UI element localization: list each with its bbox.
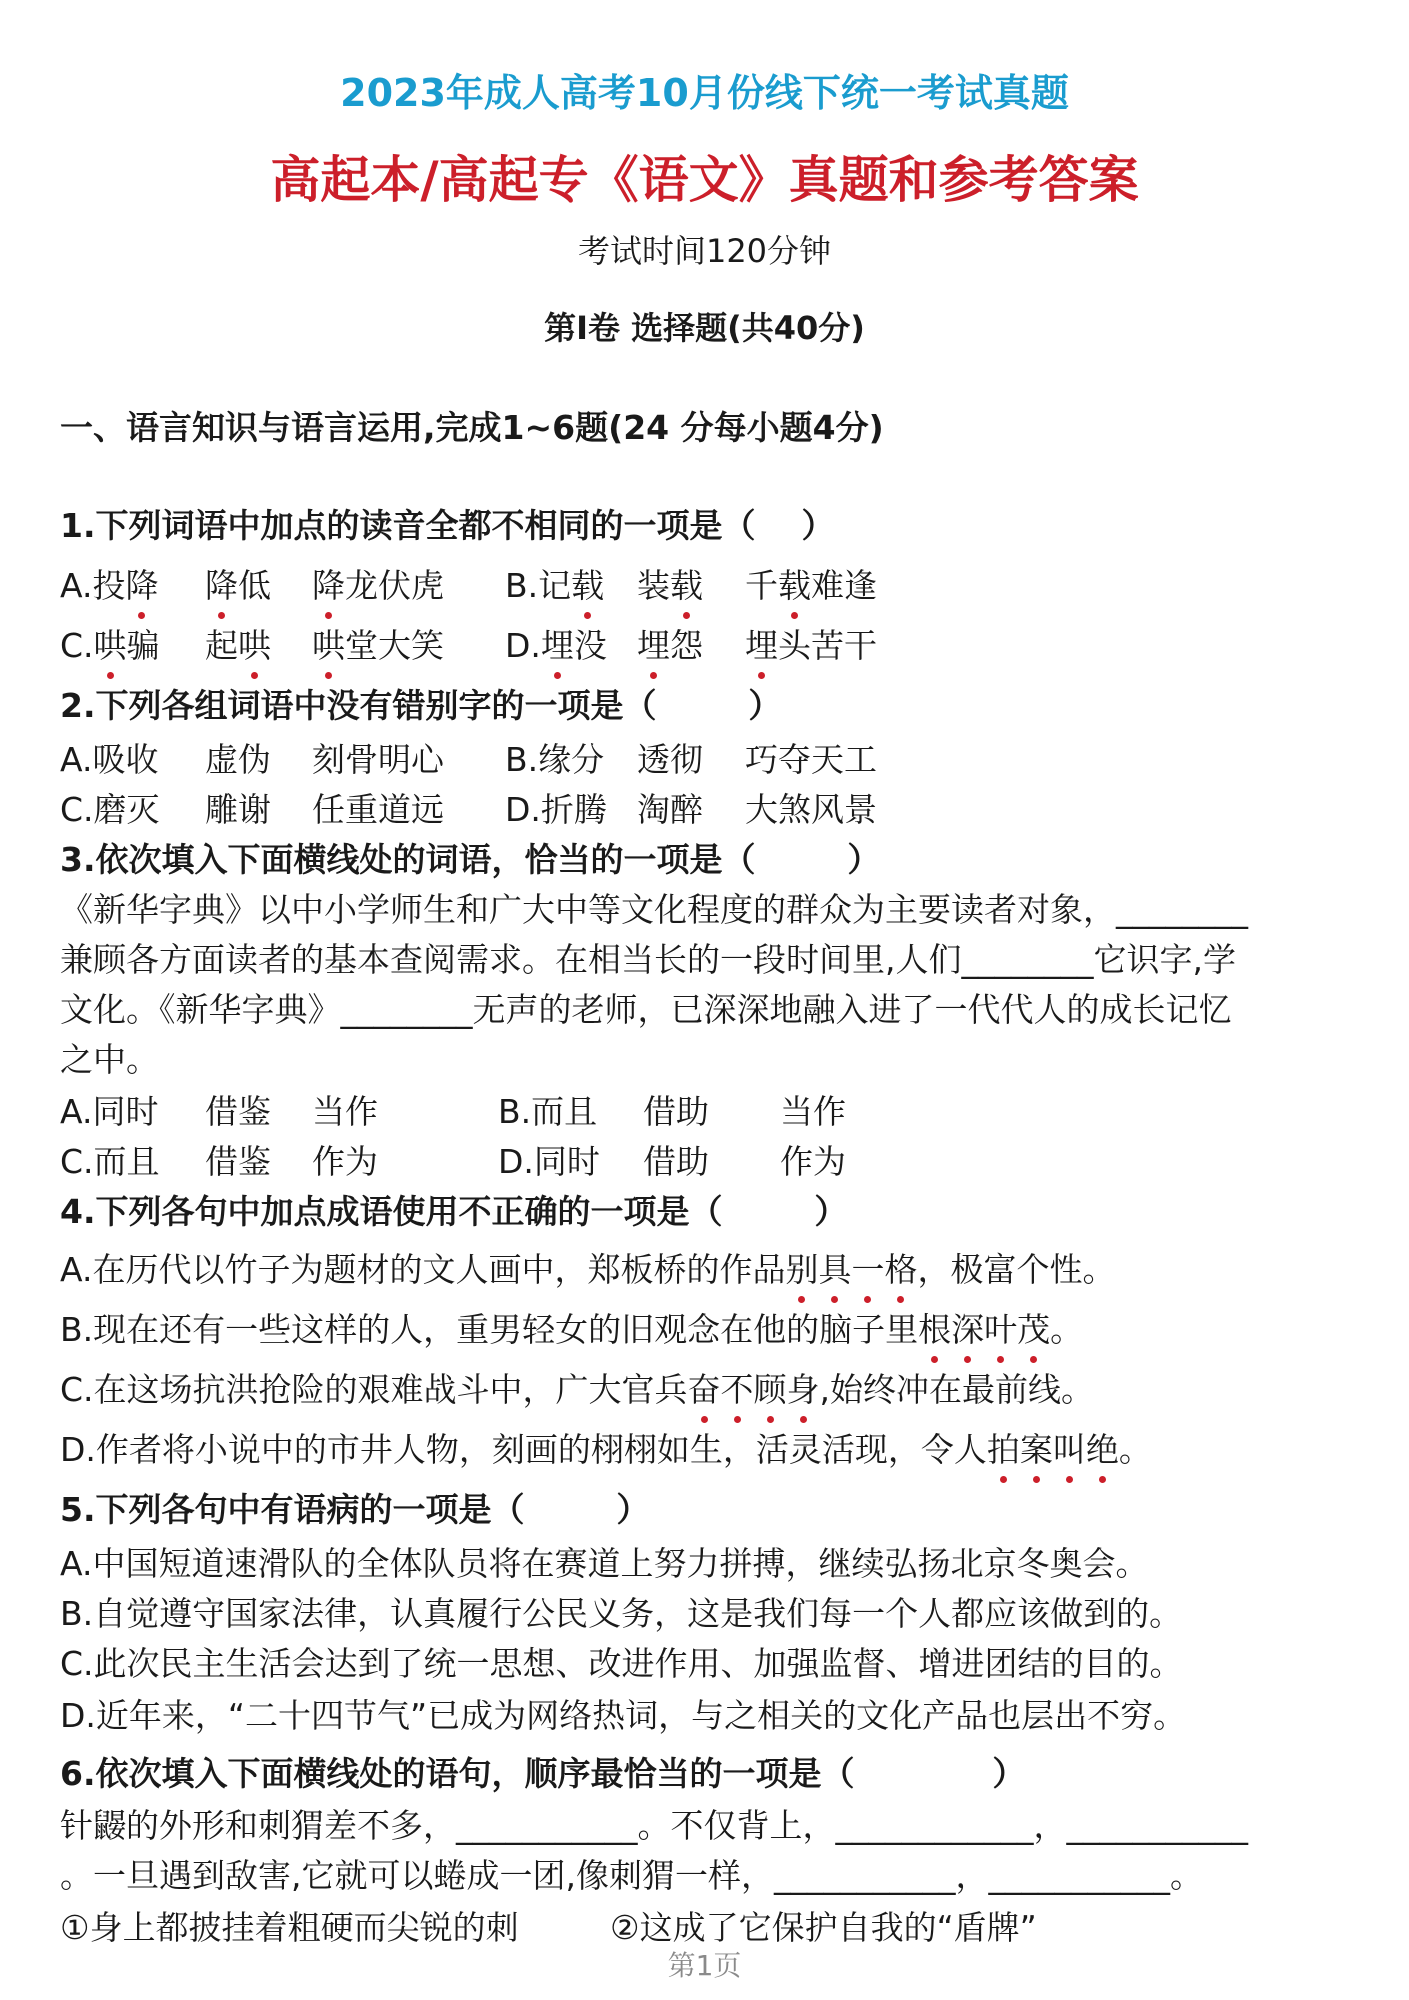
q2-c-3: 任重道远: [312, 790, 444, 829]
q1-c-word1: C.哄骗: [60, 620, 160, 667]
q1-b-word1: B.记载: [505, 560, 604, 607]
q3-passage-line1: 《新华字典》以中小学师生和广大中等文化程度的群众为主要读者对象，________: [60, 890, 1248, 929]
q1-b-word3: 千载难逢: [745, 560, 877, 607]
emphasis-char: 叫: [1053, 1424, 1086, 1471]
q3-passage-line2: 兼顾各方面读者的基本查阅需求。在相当长的一段时间里,人们________它识字,学: [60, 940, 1236, 979]
q2-b-3: 巧夺天工: [745, 740, 877, 779]
exam-title: 2023年成人高考10月份线下统一考试真题: [340, 71, 1069, 115]
q3-a-3: 当作: [312, 1092, 378, 1131]
q3-c-1: C.而且: [60, 1142, 160, 1181]
q1-c-word3: 哄堂大笑: [312, 620, 444, 667]
q3-b-1: B.而且: [498, 1092, 598, 1131]
q1-d-word2: 埋怨: [637, 620, 703, 667]
q3-b-3: 当作: [780, 1092, 846, 1131]
q2-b-1: B.缘分: [505, 740, 605, 779]
emphasis-char: 案: [1020, 1424, 1053, 1471]
q3-a-1: A.同时: [60, 1092, 159, 1131]
q2-c-2: 雕谢: [205, 790, 271, 829]
q3-c-2: 借鉴: [205, 1142, 271, 1181]
q2-a-2: 虚伪: [205, 740, 271, 779]
q4-stem: 4.下列各句中加点成语使用不正确的一项是（ ）: [60, 1192, 848, 1231]
emphasis-char: 绝: [1086, 1424, 1119, 1471]
q5-option-c: C.此次民主生活会达到了统一思想、改进作用、加强监督、增进团结的目的。: [60, 1644, 1183, 1683]
q5-stem: 5.下列各句中有语病的一项是（ ）: [60, 1490, 650, 1529]
exam-subtitle: 高起本/高起专《语文》真题和参考答案: [270, 151, 1139, 209]
emphasis-char: 拍: [987, 1424, 1020, 1471]
q6-option-2: ②这成了它保护自我的“盾牌”: [610, 1908, 1037, 1947]
q1-a-word2: 降低: [205, 560, 271, 607]
q1-stem: 1.下列词语中加点的读音全都不相同的一项是（ ）: [60, 506, 835, 545]
section-heading: 一、语言知识与语言运用,完成1~6题(24 分每小题4分): [60, 408, 884, 447]
q2-b-2: 透彻: [637, 740, 703, 779]
q1-a-word3: 降龙伏虎: [312, 560, 444, 607]
emphasis-char: 深: [951, 1304, 984, 1351]
q4-option-d: D.作者将小说中的市井人物，刻画的栩栩如生，活灵活现，令人拍案叫绝。: [60, 1424, 1152, 1471]
q3-c-3: 作为: [312, 1142, 378, 1181]
page-number: 第1页: [667, 1949, 742, 1982]
q1-d-word1: D.埋没: [505, 620, 607, 667]
q4-option-c: C.在这场抗洪抢险的艰难战斗中，广大官兵奋不顾身,始终冲在最前线。: [60, 1364, 1094, 1411]
emphasis-char: 根: [918, 1304, 951, 1351]
q3-passage-line3: 文化。《新华字典》________无声的老师，已深深地融入进了一代代人的成长记忆: [60, 990, 1232, 1029]
q5-option-d: D.近年来，“二十四节气”已成为网络热词，与之相关的文化产品也层出不穷。: [60, 1696, 1187, 1735]
emphasis-char: 一: [851, 1244, 884, 1291]
q5-option-a: A.中国短道速滑队的全体队员将在赛道上努力拼搏，继续弘扬北京冬奥会。: [60, 1544, 1149, 1583]
q2-a-3: 刻骨明心: [312, 740, 444, 779]
q2-d-2: 淘醉: [637, 790, 703, 829]
q1-c-word2: 起哄: [205, 620, 271, 667]
q3-d-2: 借助: [643, 1142, 709, 1181]
q4-option-a: A.在历代以竹子为题材的文人画中，郑板桥的作品别具一格，极富个性。: [60, 1244, 1115, 1291]
q6-passage-line1: 针鼹的外形和刺猬差不多，___________。不仅背上，____________，___________: [60, 1806, 1248, 1845]
part-heading: 第I卷 选择题(共40分): [544, 309, 865, 347]
q3-d-1: D.同时: [498, 1142, 600, 1181]
q1-d-word3: 埋头苦干: [745, 620, 877, 667]
q3-stem: 3.依次填入下面横线处的词语，恰当的一项是（ ）: [60, 840, 881, 879]
q3-d-3: 作为: [780, 1142, 846, 1181]
q2-d-1: D.折腾: [505, 790, 607, 829]
emphasis-char: 奋: [688, 1364, 721, 1411]
q2-stem: 2.下列各组词语中没有错别字的一项是（ ）: [60, 686, 782, 725]
emphasis-char: 身: [787, 1364, 820, 1411]
q5-option-b: B.自觉遵守国家法律，认真履行公民义务，这是我们每一个人都应该做到的。: [60, 1594, 1183, 1633]
emphasis-char: 顾: [754, 1364, 787, 1411]
q4-option-b: B.现在还有一些这样的人，重男轻女的旧观念在他的脑子里根深叶茂。: [60, 1304, 1083, 1351]
q3-b-2: 借助: [643, 1092, 709, 1131]
q1-a-word1: A.投降: [60, 560, 158, 607]
q6-passage-line2: 。一旦遇到敌害,它就可以蜷成一团,像刺猬一样，___________，___________。: [60, 1856, 1203, 1895]
q3-passage-line4: 之中。: [60, 1040, 159, 1079]
exam-duration: 考试时间120分钟: [577, 232, 832, 270]
emphasis-char: 具: [818, 1244, 851, 1291]
emphasis-char: 茂: [1017, 1304, 1050, 1351]
q6-stem: 6.依次填入下面横线处的语句，顺序最恰当的一项是（ ）: [60, 1754, 1026, 1793]
q2-a-1: A.吸收: [60, 740, 159, 779]
q1-b-word2: 装载: [637, 560, 703, 607]
emphasis-char: 不: [721, 1364, 754, 1411]
q3-a-2: 借鉴: [205, 1092, 271, 1131]
emphasis-char: 叶: [984, 1304, 1017, 1351]
emphasis-char: 格: [884, 1244, 917, 1291]
q2-d-3: 大煞风景: [745, 790, 877, 829]
q2-c-1: C.磨灭: [60, 790, 160, 829]
q6-option-1: ①身上都披挂着粗硬而尖锐的刺: [60, 1908, 519, 1947]
emphasis-char: 别: [785, 1244, 818, 1291]
